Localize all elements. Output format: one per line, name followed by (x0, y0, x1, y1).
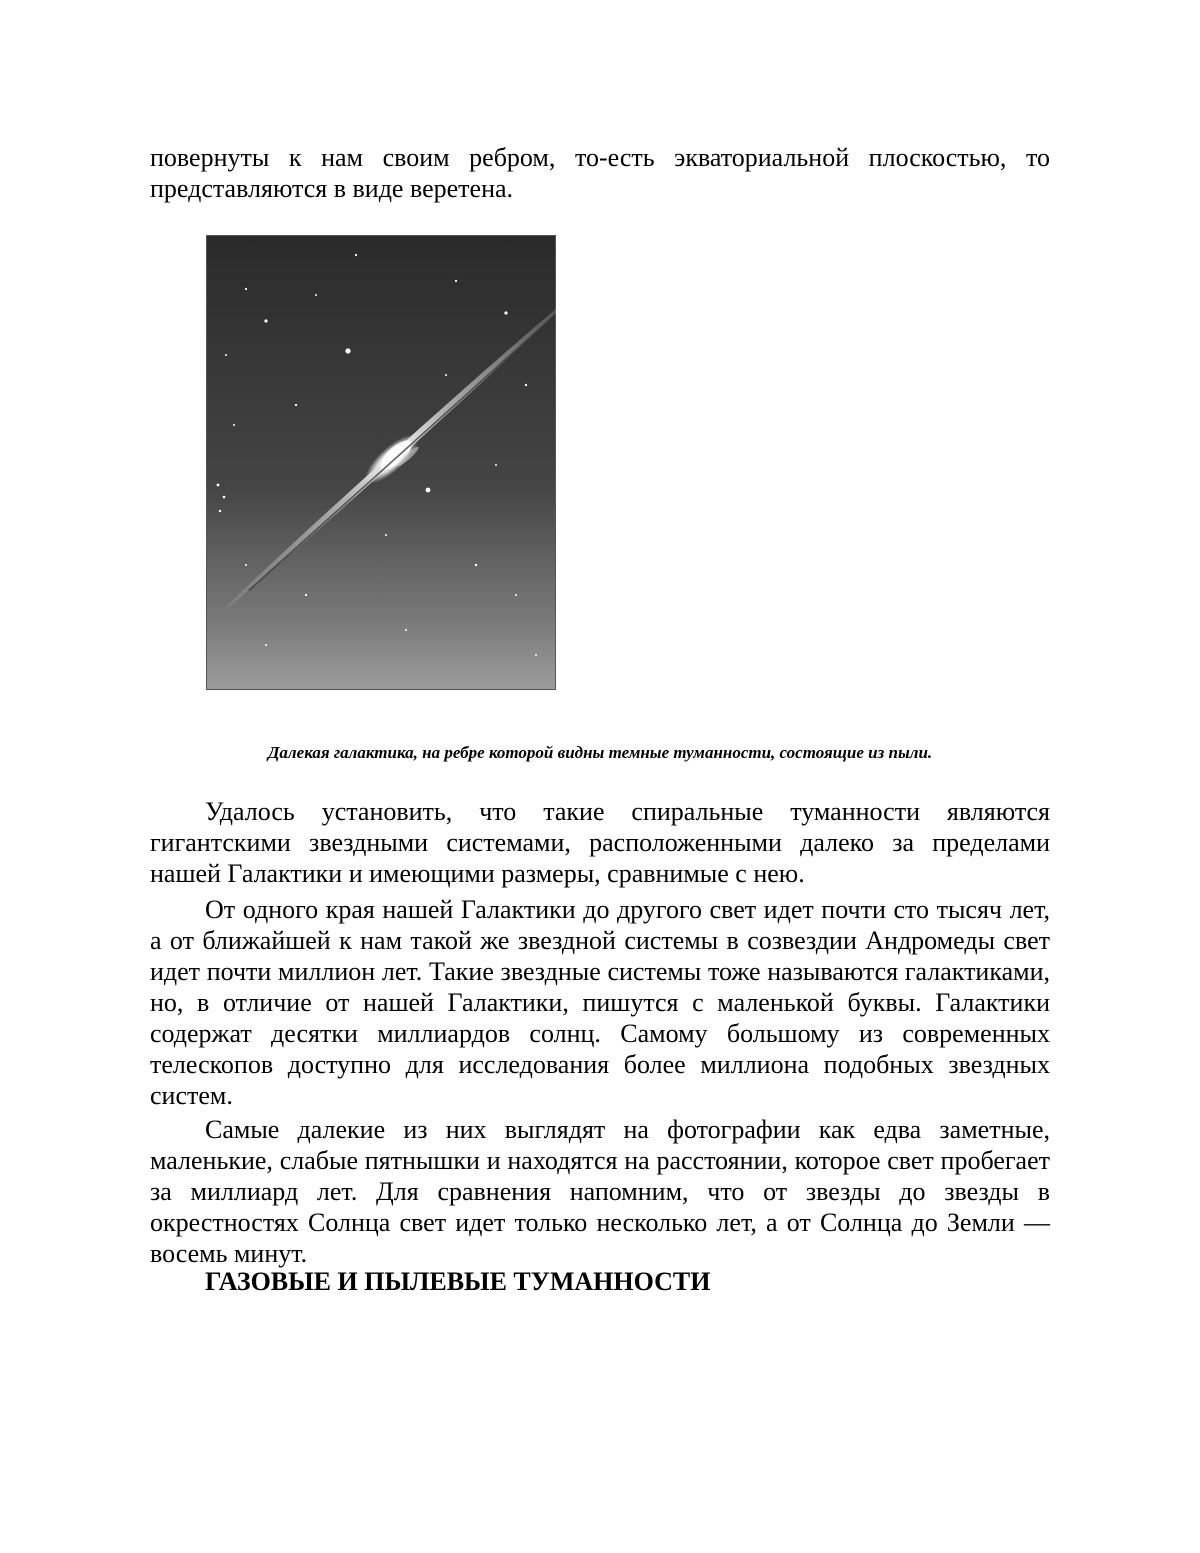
figure-caption: Далекая галактика, на ребре которой видны темные туманности, состоящие из пыли. (267, 743, 933, 762)
body-paragraph-1: Удалось установить, что такие спиральные туманности являются гигантскими звездными системами, расположенными далеко за пределами нашей Галактики и имеющими размеры, сравнимые с нею. (150, 797, 1050, 888)
body-paragraph-3: Самые далекие из них выглядят на фотографии как едва заметные, маленькие, слабые пятнышки и находятся на расстоянии, которое свет пробегает за миллиард лет. Для сравнения напомним, что от звезды до звезды в окрестностях Солнца свет идет только несколько лет, а от Солнца до Земли — восемь минут. (150, 1115, 1050, 1268)
section-heading: ГАЗОВЫЕ И ПЫЛЕВЫЕ ТУМАННОСТИ (205, 1267, 711, 1296)
body-paragraph-2: От одного края нашей Галактики до другого свет идет почти сто тысяч лет, а от ближайшей к нам такой же звездной системы в созвездии Андромеды свет идет почти миллион лет. Такие звездные системы тоже называются галактиками, но, в отличие от нашей Галактики, пишутся с маленькой буквы. Галактики содержат десятки миллиардов солнц. Самому большому из современных телескопов доступно для исследования более миллиона подобных звездных систем. (150, 895, 1050, 1110)
intro-paragraph: повернуты к нам своим ребром, то-есть экваториальной плоскостью, то представляются в виде веретена. (150, 143, 1050, 203)
galaxy-photograph (206, 235, 556, 690)
